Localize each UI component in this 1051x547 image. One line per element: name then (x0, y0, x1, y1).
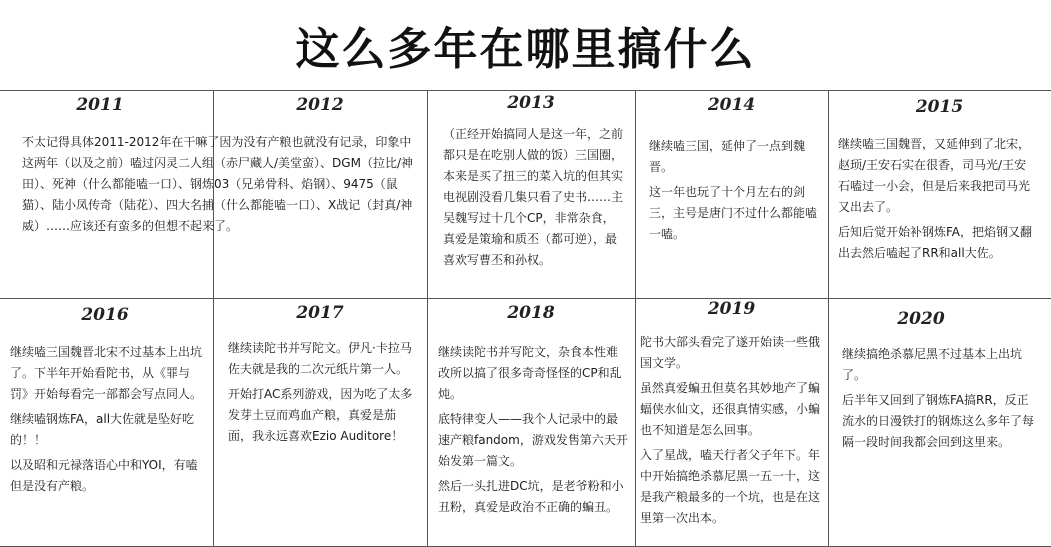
entry-2018 (438, 342, 628, 522)
year-label-2011: 2011 (76, 95, 124, 115)
entry-2011-2012 (22, 132, 414, 241)
entry-2017 (228, 338, 418, 451)
timeline-table (0, 90, 1051, 547)
entry-2014 (649, 136, 817, 249)
year-label-2017: 2017 (296, 303, 344, 323)
entry-paragraph: 陀书大部头看完了遂开始读一些俄国文学。 (640, 335, 821, 370)
entry-paragraph: 开始打AC系列游戏，因为吃了太多发芽土豆而鸡血产粮，真爱是茄面，我永远喜欢Ezio Auditore！ (228, 387, 413, 443)
entry-paragraph: 继续嗑三国魏晋北宋不过基本上出坑了。下半年开始看陀书，从《罪与罚》开始每看完一部都会写点同人。 (10, 345, 203, 401)
entry-2020 (842, 344, 1038, 457)
page-title: 这么多年在哪里搞什么 (295, 24, 756, 75)
entry-paragraph: 继续读陀书并写陀文。伊凡·卡拉马佐夫就是我的二次元纸片第一人。 (228, 341, 412, 376)
table-row-divider (0, 298, 1051, 299)
entry-paragraph: 以及昭和元禄落语心中和YOI，有嗑但是没有产粮。 (10, 458, 198, 493)
entry-paragraph: 继续读陀书并写陀文，杂食本性难改所以搞了很多奇奇怪怪的CP和乱炖。 (438, 345, 622, 401)
entry-paragraph: 继续嗑钢炼FA，all大佐就是坠好吃的！！ (10, 412, 195, 447)
entry-2016 (10, 342, 205, 501)
year-label-2012: 2012 (296, 95, 344, 115)
entry-2015 (838, 134, 1038, 268)
entry-2019 (640, 332, 825, 533)
entry-paragraph: 底特律变人——我个人记录中的最速产粮fandom，游戏发售第六天开始发第一篇文。 (438, 412, 628, 468)
year-label-2018: 2018 (507, 303, 555, 323)
year-label-2019: 2019 (707, 299, 756, 319)
entry-paragraph: 继续嗑三国，延伸了一点到魏晋。 (649, 139, 806, 174)
entry-paragraph: 继续搞绝杀慕尼黑不过基本上出坑了。 (842, 347, 1023, 382)
entry-paragraph: 不太记得具体2011-2012年在干嘛了因为没有产粮也就没有记录，印象中这两年（以及之前）嗑过闪灵二人组（赤尸藏人/美堂蛮）、DGM（拉比/神田）、死神（什么都能嗑一口）、钢炼03（兄弟骨科、焰钢）、9475（鼠猫）、陆小凤传奇（陆花）、四大名捕（什么都能嗑一口）、X战记（封真/神威）……应该还有蛮多的但想不起来了。 (22, 135, 413, 233)
year-label-2020: 2020 (897, 309, 945, 329)
year-label-2016: 2016 (81, 305, 129, 325)
entry-paragraph: 后半年又回到了钢炼FA搞RR，反正流水的日漫铁打的钢炼这么多年了每隔一段时间我都会回到这里来。 (842, 393, 1035, 449)
year-label-2014: 2014 (707, 95, 756, 115)
entry-paragraph: 后知后觉开始补钢炼FA，把焰钢又翻出去然后嗑起了RR和all大佐。 (838, 225, 1033, 260)
entry-paragraph: 这一年也玩了十个月左右的剑三，主号是唐门不过什么都能嗑一嗑。 (649, 185, 818, 241)
entry-2013 (443, 124, 625, 275)
year-label-2015: 2015 (915, 97, 964, 117)
entry-paragraph: （正经开始搞同人是这一年，之前都只是在吃别人做的饭）三国圈，本来是买了扭三的菜入坑的但其实电视剧没看几集只看了史书……主吴魏写过十几个CP，非常杂食，真爱是策瑜和质丕（都可逆），最喜欢写曹丕和孙权。 (443, 127, 624, 267)
entry-paragraph: 继续嗑三国魏晋，又延伸到了北宋，赵顼/王安石实在很香，司马光/王安石嗑过一小会，但是后来我把司马光又出去了。 (838, 137, 1031, 214)
year-label-2013: 2013 (507, 93, 555, 113)
entry-paragraph: 虽然真爱蝙丑但莫名其妙地产了蝙蝠侠水仙文，还很真情实感，小蝙也不知道是怎么回事。 (640, 381, 821, 437)
entry-paragraph: 入了星战，嗑天行者父子年下。年中开始搞绝杀慕尼黑一五一十，这是我产粮最多的一个坑，也是在这里第一次出本。 (640, 448, 821, 525)
entry-paragraph: 然后一头扎进DC坑，是老爷粉和小丑粉，真爱是政治不正确的蝙丑。 (438, 479, 624, 514)
